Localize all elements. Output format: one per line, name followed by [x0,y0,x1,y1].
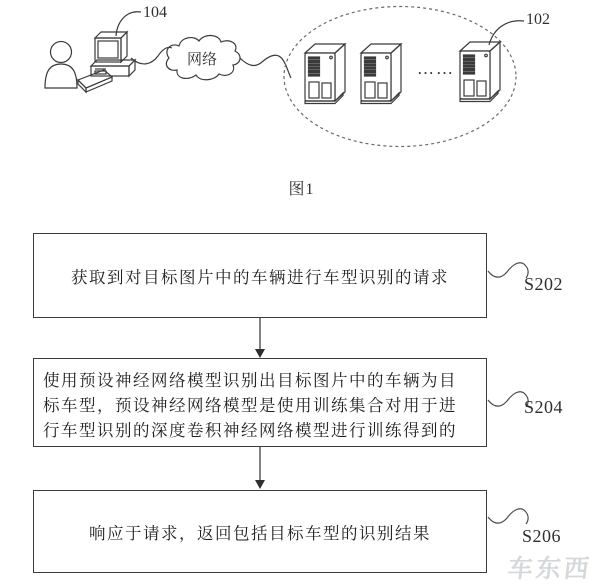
step-text: 响应于请求，返回包括目标车型的识别结果 [89,523,431,543]
step-connector-s202 [488,263,528,278]
step-connector-s206 [488,509,528,524]
flow-step-box-s202 [33,233,487,318]
figure1-caption: 图1 [288,181,315,198]
step-text-line: 使用预设神经网络模型识别出目标图片中的车辆为目 [43,371,457,390]
step-connector-s204 [488,392,528,407]
watermark: 车东西 [506,555,594,583]
server-icon [361,44,401,104]
reference-label-102: 102 [526,11,550,28]
flow-step-box-s206 [33,490,487,573]
leader-line-102 [489,21,524,45]
servers-ellipsis: …… [417,59,455,78]
flow-arrow-1 [255,318,265,358]
cable-right [240,55,291,78]
flow-step-box-s204 [33,358,487,447]
cloud-label: 网络 [186,52,218,68]
computer-icon [78,32,135,92]
flow-arrow-2 [255,447,265,489]
step-text-line: 行车型识别的深度卷积神经网络模型进行训练得到的 [43,421,457,440]
step-label-s206: S206 [522,526,562,546]
reference-label-104: 104 [143,4,167,21]
server-icon [305,44,345,104]
step-text: 获取到对目标图片中的车辆进行车型识别的请求 [71,267,449,287]
server-icon [460,42,500,102]
step-label-s204: S204 [524,397,564,417]
network-cloud [166,35,240,79]
step-text-line: 标车型，预设神经网络模型是使用训练集合对用于进 [43,396,457,415]
user-icon [45,42,77,89]
cable-left [131,47,172,63]
step-label-s202: S202 [524,274,564,294]
